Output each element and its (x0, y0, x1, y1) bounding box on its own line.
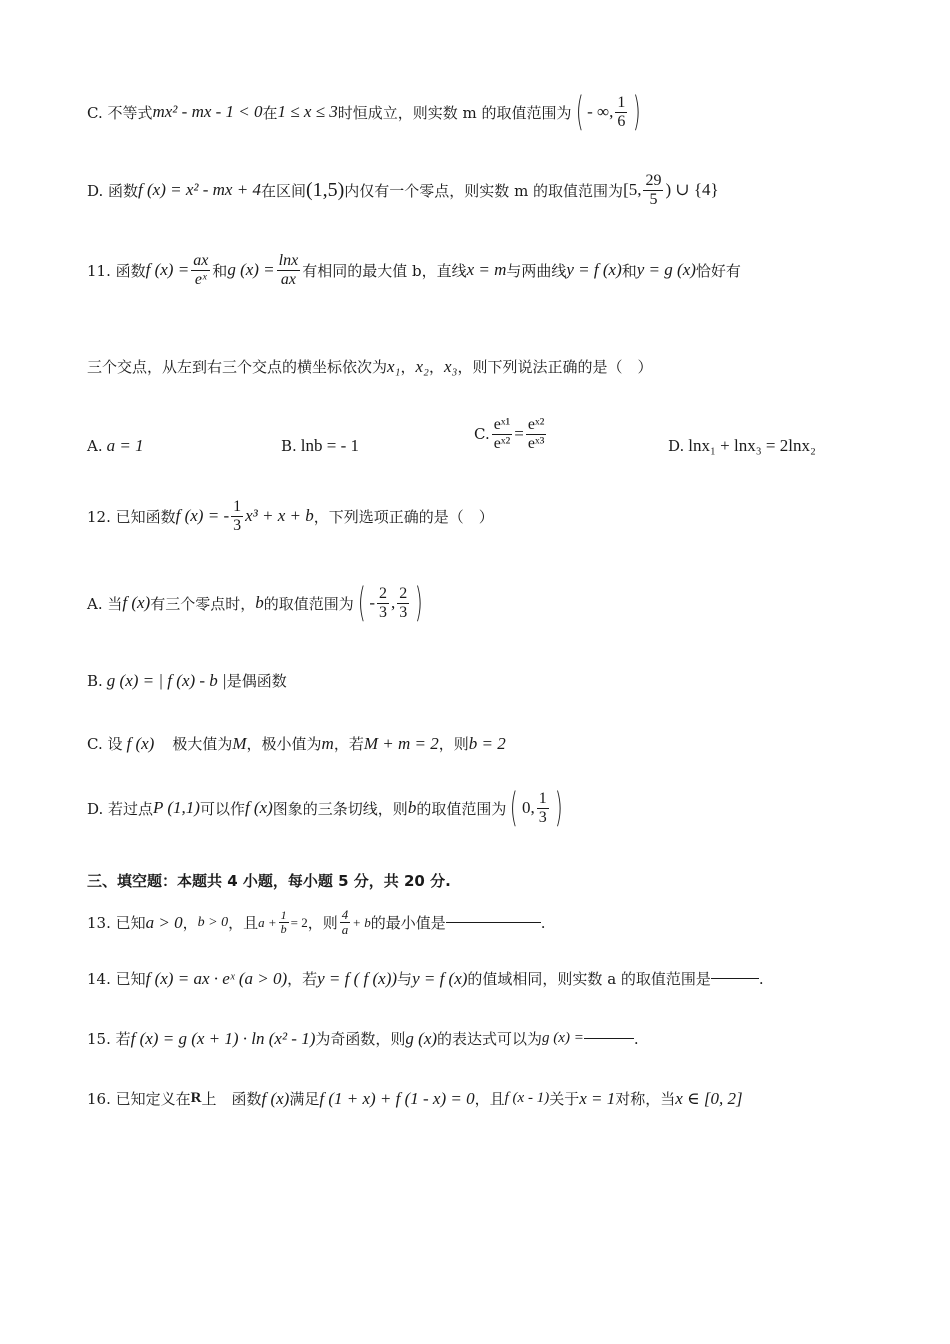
paren: ) (415, 580, 423, 626)
text: 图象的三条切线，则 (272, 799, 408, 818)
label: C. 设 (87, 735, 123, 753)
numerator: 2 (379, 584, 388, 602)
f: f (x) (244, 798, 273, 817)
text: 满足 (289, 1090, 320, 1108)
f: f (x) (261, 1088, 290, 1108)
text: . (633, 1029, 639, 1048)
point: P (1,1) (153, 798, 200, 817)
label: 14. 已知 (87, 970, 146, 988)
M: M (232, 733, 247, 753)
function: f (x) = x² - mx + 4 (138, 180, 261, 200)
text: ，且 (474, 1090, 505, 1108)
numerator: 1 (280, 908, 287, 923)
cond-b: b > 0 (197, 914, 229, 930)
fraction (492, 416, 513, 452)
text: 为奇函数，则 (315, 1030, 406, 1048)
label: 13. 已知 (87, 914, 146, 933)
answer-blank[interactable] (446, 922, 541, 923)
f: f (x) (122, 593, 151, 612)
q12-option-b (87, 670, 287, 691)
m: m (321, 733, 334, 753)
text: ， (182, 914, 198, 933)
label: D. 若过点 (87, 799, 154, 818)
fraction (615, 94, 627, 130)
cond-right: = 2 (290, 914, 308, 930)
label: 11. 函数 (87, 261, 146, 280)
q12-option-c (87, 733, 506, 754)
label: A. (87, 437, 103, 455)
label: B. (281, 437, 297, 455)
denominator: 3 (399, 603, 408, 621)
paren: ( (510, 785, 519, 831)
text: 可以作 (199, 799, 245, 818)
numerator: 1 (538, 789, 547, 807)
text: ，若 (333, 735, 364, 753)
denominator: 6 (617, 112, 626, 130)
numerator: eˣ¹ (493, 416, 511, 433)
fraction (277, 252, 301, 288)
q15 (87, 1028, 639, 1049)
eq: M + m = 2 (363, 733, 439, 753)
expr: lnx₁ + lnx₃ = 2lnx₂ (688, 436, 816, 455)
answer-blank[interactable] (584, 1038, 634, 1039)
text: 的值域相同，则实数 a 的取值范围是 (467, 970, 711, 988)
q11-option-c (474, 416, 548, 452)
text: 极大值为 (172, 735, 233, 753)
g: g (x) (405, 1028, 438, 1048)
text: 时恒成立，则实数 m 的取值范围为 (337, 103, 572, 122)
paren: ( (575, 89, 584, 135)
fraction (397, 585, 409, 621)
answer-left: [5, (623, 180, 642, 200)
q11-stem-cont: 三个交点，从左到右三个交点的横坐标依次为 x₁ ， x₂ ， x₃ ，则下列说法正确的是（ ） (87, 356, 653, 376)
label: 15. 若 (87, 1030, 131, 1048)
numerator: lnx (278, 252, 299, 269)
label: D. 函数 (87, 181, 139, 200)
q13 (87, 908, 546, 938)
fraction (340, 908, 351, 938)
label: C. 不等式 (87, 103, 153, 122)
paren: ) (554, 785, 563, 831)
text: 的取值范围为 (263, 594, 354, 613)
x1: x₁ (387, 356, 401, 376)
text: 恰好有 (695, 261, 741, 280)
q12-option-d (87, 785, 566, 831)
q11-option-a (87, 436, 144, 456)
label: D. (668, 437, 685, 455)
q10-option-d (87, 172, 719, 208)
numerator: 4 (341, 907, 349, 922)
y2: y = f (x) (412, 968, 468, 988)
curve2: y = g (x) (636, 260, 696, 280)
denominator: eˣ (194, 270, 207, 288)
denominator: eˣ² (493, 434, 511, 452)
x2: x₂ (415, 356, 429, 376)
label: A. 当 (87, 594, 123, 613)
g-lhs: g (x) = (227, 260, 275, 280)
text: ，若 (287, 970, 318, 988)
text: 上 函数 (201, 1090, 262, 1108)
line-eq: x = m (466, 260, 507, 280)
denominator: b (280, 922, 287, 937)
expr: a = 1 (106, 436, 144, 455)
q14 (87, 968, 764, 989)
fraction (191, 252, 210, 288)
text: ，极小值为 (246, 735, 322, 753)
function: f (x) = g (x + 1) · ln (x² - 1) (130, 1028, 316, 1048)
text: 关于 (549, 1090, 580, 1108)
denominator: 5 (649, 190, 658, 208)
q11-stem (87, 252, 741, 288)
label: C. (474, 425, 490, 444)
text: 和 (621, 261, 637, 280)
R: R (190, 1090, 202, 1106)
label: 12. 已知函数 (87, 507, 176, 526)
b: b (255, 593, 264, 612)
fraction (537, 790, 549, 826)
text: 和 (212, 261, 228, 280)
expr: g (x) = | f (x) - b | (106, 670, 227, 690)
f-rhs: x³ + x + b (245, 506, 314, 526)
interval: (1,5) (305, 178, 345, 201)
f: f (x) (126, 733, 155, 753)
eq: f (1 + x) + f (1 - x) = 0 (319, 1088, 475, 1108)
numerator: eˣ² (527, 416, 545, 433)
paren: ) (633, 89, 642, 135)
text: ，下列选项正确的是（ ） (313, 507, 494, 526)
q12-option-a: A. 当 f (x) 有三个零点时， b 的取值范围为 ( - $\frac{2}{3}$ , $\frac{2}{3}$ ) (87, 580, 423, 626)
obj-right: + b (352, 914, 371, 930)
text: 的最小值是 (370, 914, 446, 933)
cond-left: a + (258, 914, 277, 930)
section-heading: 三、填空题：本题共 4 小题，每小题 5 分，共 20 分. (87, 872, 451, 890)
label: B. (87, 671, 103, 690)
y1: y = f ( f (x)) (317, 968, 398, 988)
cond-a: a > 0 (145, 912, 183, 932)
numerator: ax (193, 252, 209, 269)
text: 内仅有一个零点，则实数 m 的取值范围为 (344, 181, 624, 200)
q11-option-d (668, 436, 816, 456)
denominator: 3 (379, 603, 388, 621)
expr: lnb = - 1 (300, 436, 360, 455)
function: f (x) = ax · eˣ (a > 0) (145, 968, 288, 988)
text: ，且 (228, 914, 259, 933)
numerator: 1 (617, 93, 626, 111)
numerator: 29 (645, 172, 662, 189)
numerator: 1 (233, 498, 242, 515)
q11-option-b (281, 436, 359, 456)
equals: = (514, 424, 524, 444)
q10-option-c (87, 89, 645, 135)
text: 在 (262, 103, 278, 122)
answer-right: ) ∪ {4} (665, 180, 719, 200)
denominator: eˣ³ (527, 434, 545, 452)
fraction (377, 585, 389, 621)
fraction (643, 172, 663, 208)
answer-blank[interactable] (711, 978, 759, 979)
answer-left: - ∞, (587, 102, 614, 121)
text: 有相同的最大值 b，直线 (302, 261, 467, 280)
f-lhs: f (x) = - (175, 506, 230, 526)
numerator: 2 (399, 584, 408, 602)
answer-left: 0, (521, 798, 535, 817)
curve1: y = f (x) (566, 260, 622, 280)
q12-stem (87, 498, 494, 534)
g2: g (x) = (542, 1030, 584, 1046)
fraction (526, 416, 547, 452)
denominator: 3 (538, 808, 547, 826)
denominator: ax (280, 270, 296, 288)
q16 (87, 1088, 743, 1109)
text: 与两曲线 (506, 261, 567, 280)
paren: ( (357, 580, 366, 626)
text: ，则下列说法正确的是（ ） (457, 358, 653, 376)
text: 的表达式可以为 (437, 1030, 543, 1048)
x3: x₃ (443, 356, 458, 376)
line: x = 1 (579, 1088, 616, 1108)
text: 与 (397, 970, 413, 988)
label: 16. 已知定义在 (87, 1090, 191, 1108)
inequality: mx² - mx - 1 < 0 (152, 102, 263, 121)
b: b (407, 798, 417, 817)
denominator: 3 (233, 516, 242, 534)
text: 三个交点，从左到右三个交点的横坐标依次为 (87, 358, 388, 376)
text: . (758, 969, 764, 988)
text: ，则 (307, 914, 338, 933)
text: 对称，当 (615, 1090, 676, 1108)
text: 在区间 (260, 181, 306, 200)
range: 1 ≤ x ≤ 3 (277, 102, 338, 121)
text: ，则 (438, 735, 469, 753)
fraction (231, 498, 243, 534)
text: 的取值范围为 (416, 799, 507, 818)
text: . (540, 913, 546, 932)
f-lhs: f (x) = (145, 260, 190, 280)
denominator: a (341, 922, 349, 938)
text: 有三个零点时， (150, 594, 256, 613)
fraction (279, 909, 289, 936)
text: 是偶函数 (226, 672, 287, 690)
result: b = 2 (468, 733, 506, 753)
f2: f (x - 1) (504, 1090, 550, 1106)
domain: x ∈ [0, 2] (675, 1088, 743, 1108)
